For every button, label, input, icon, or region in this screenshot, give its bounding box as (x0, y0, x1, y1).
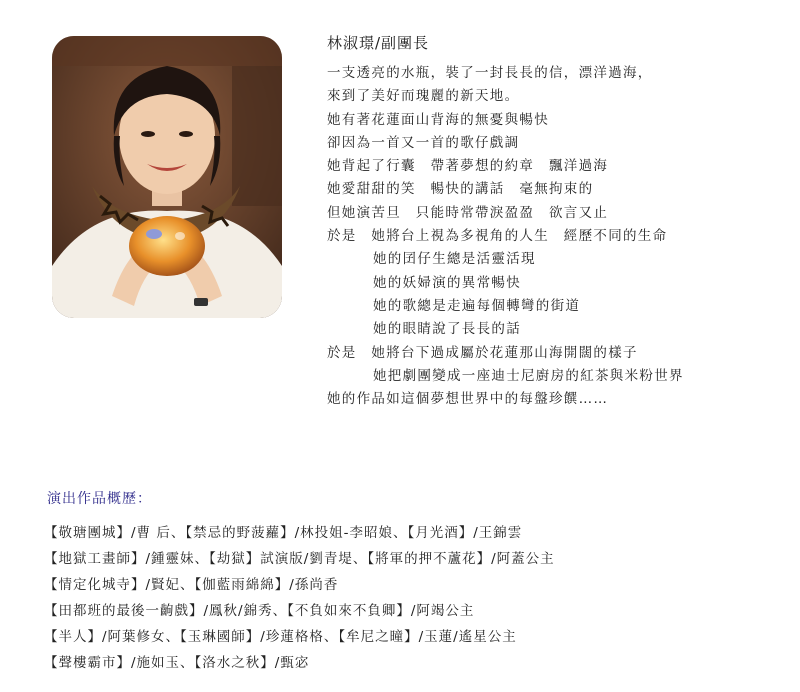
works-item: 【情定化城寺】/賢妃、【伽藍雨綿綿】/孫尚香 (44, 577, 339, 593)
portrait-photo (52, 36, 282, 318)
poem-line: 一支透亮的水瓶，裝了一封長長的信，漂洋過海， (327, 65, 653, 81)
person-title: 林淑璟/副團長 (327, 34, 430, 52)
poem-line: 卻因為一首又一首的歌仔戲調 (327, 134, 520, 151)
poem-line: 於是 她將台上視為多視角的人生 經歷不同的生命 (327, 228, 668, 245)
poem-line: 於是 她將台下過成屬於花蓮那山海開闊的樣子 (327, 344, 638, 361)
poem-line: 她把劇團變成一座迪士尼廚房的紅茶與米粉世界 (373, 367, 684, 384)
poem-line: 來到了美好而瑰麗的新天地。 (327, 88, 520, 105)
poem-line: 她的作品如這個夢想世界中的每盤珍饌…… (327, 391, 609, 408)
portrait-illustration (52, 36, 282, 318)
works-item: 【半人】/阿葉修女、【玉琳國師】/珍蓮格格、【牟尼之曈】/玉蓮/遙星公主 (44, 629, 517, 645)
poem-line: 她的囝仔生總是活靈活現 (373, 251, 536, 268)
works-section (44, 488, 787, 676)
poem-line: 她有著花蓮面山背海的無憂與暢快 (327, 111, 549, 128)
works-list (44, 520, 787, 676)
works-heading: 演出作品概歷： (47, 491, 152, 507)
works-item: 【地獄工畫師】/鍾靈妹、【劫獄】試演版/劉青堤、【將軍的押不蘆花】/阿蓋公主 (44, 551, 555, 567)
bio-poem (327, 62, 787, 411)
works-item: 【敬瑭團城】/曹 后、【禁忌的野菠蘿】/林投姐-李昭娘、【月光酒】/王錦雲 (44, 525, 523, 541)
poem-line: 她愛甜甜的笑 暢快的講話 毫無拘束的 (327, 181, 594, 198)
works-item: 【聲樓霸市】/施如玉、【洛水之秋】/甄宓 (44, 655, 310, 671)
poem-line: 但她演苦旦 只能時常帶淚盈盈 欲言又止 (327, 204, 609, 221)
poem-line: 她的歌總是走遍每個轉彎的街道 (373, 297, 581, 314)
poem-line: 她的妖婦演的異常暢快 (373, 274, 521, 291)
poem-line: 她的眼睛說了長長的話 (373, 321, 521, 338)
poem-line: 她背起了行囊 帶著夢想的約章 飄洋過海 (327, 158, 609, 175)
works-item: 【田都班的最後一齣戲】/鳳秋/錦秀、【不負如來不負卿】/阿竭公主 (44, 603, 475, 619)
bio-section (327, 32, 787, 411)
